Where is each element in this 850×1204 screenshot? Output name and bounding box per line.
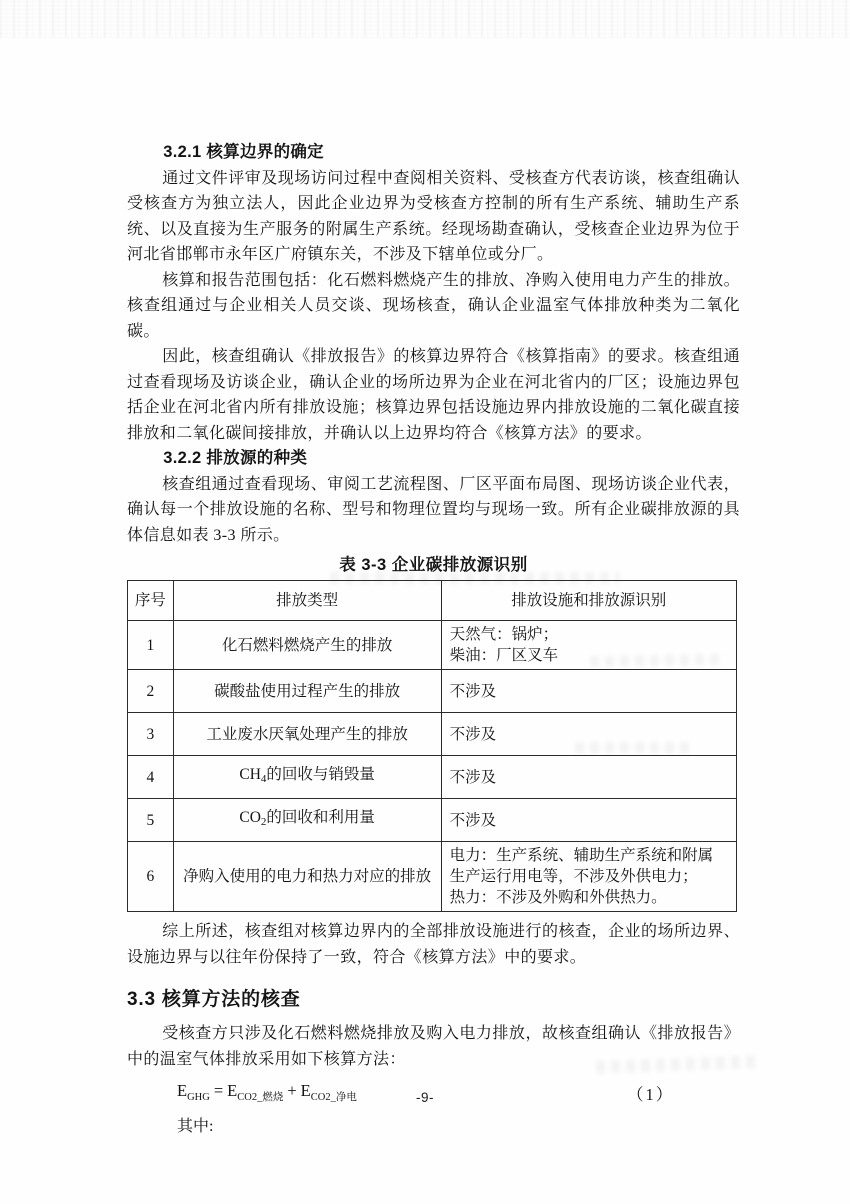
cell-index: 3	[128, 713, 174, 756]
cell-facility-id: 不涉及	[441, 670, 736, 713]
cell-facility-id: 不涉及	[441, 713, 736, 756]
table-header-row	[128, 581, 737, 621]
cell-index: 6	[128, 842, 174, 912]
formula-term: E	[300, 1081, 311, 1100]
cell-emission-type	[173, 799, 441, 842]
table-row	[128, 799, 737, 842]
paragraph-summary: 综上所述，核查组对核算边界内的全部排放设施进行的核查，企业的场所边界、设施边界与以往年份保持了一致，符合《核算方法》中的要求。	[127, 923, 740, 966]
cell-emission-type-text: 的回收与销毁量	[266, 766, 375, 783]
paragraph-boundary-2: 核算和报告范围包括：化石燃料燃烧产生的排放、净购入使用电力产生的排放。核查组通过与企业相关人员交谈、现场核查，确认企业温室气体排放种类为二氧化碳。	[127, 271, 740, 340]
cell-facility-id: 天然气：锅炉； 柴油：厂区叉车	[441, 621, 736, 670]
emission-source-table	[127, 580, 737, 912]
table-row	[128, 621, 737, 670]
formula-subscript: GHG	[187, 1092, 210, 1103]
cell-index: 1	[128, 621, 174, 670]
cell-index: 2	[128, 670, 174, 713]
equals-sign: =	[213, 1081, 224, 1100]
where-label: 其中:	[177, 1118, 214, 1135]
cell-facility-id: 不涉及	[441, 799, 736, 842]
cell-emission-type: 化石燃料燃烧产生的排放	[173, 621, 441, 670]
heading-3-3: 3.3 核算方法的核查	[127, 989, 301, 1010]
cell-index: 4	[128, 756, 174, 799]
cell-emission-type	[173, 756, 441, 799]
table-caption: 表 3-3 企业碳排放源识别	[339, 556, 528, 574]
formula-term: E	[177, 1081, 188, 1100]
cell-index: 5	[128, 799, 174, 842]
cell-emission-type: 碳酸盐使用过程产生的排放	[173, 670, 441, 713]
scan-noise-artifact	[0, 0, 850, 38]
cell-emission-type-text: 的回收和利用量	[266, 809, 375, 826]
cell-facility-id: 电力：生产系统、辅助生产系统和附属生产运行用电等，不涉及外供电力； 热力：不涉及外购和外供热力。	[441, 842, 736, 912]
cell-emission-type: 净购入使用的电力和热力对应的排放	[173, 842, 441, 912]
paragraph-boundary-3: 因此，核查组确认《排放报告》的核算边界符合《核算指南》的要求。核查组通过查看现场及访谈企业，确认企业的场所边界为企业在河北省内的厂区；设施边界包括企业在河北省内所有排放设施；核算边界包括设施边界内排放设施的二氧化碳直接排放和二氧化碳间接排放，并确认以上边界均符合《核算方法》的要求。	[127, 348, 740, 442]
col-header-facility-id: 排放设施和排放源识别	[441, 581, 736, 621]
page-number: -9-	[416, 1090, 434, 1105]
heading-3-2-2: 3.2.2 排放源的种类	[163, 449, 308, 467]
formula-term: E	[227, 1081, 238, 1100]
heading-3-2-1: 3.2.1 核算边界的确定	[163, 143, 324, 161]
table-row	[128, 670, 737, 713]
paragraph-boundary-1: 通过文件评审及现场访问过程中查阅相关资料、受核查方代表访谈，核查组确认受核查方为独立法人，因此企业边界为受核查方控制的所有生产系统、辅助生产系统、以及直接为生产服务的附属生产系统。经现场勘查确认，受核查企业边界为位于河北省邯郸市永年区广府镇东关，不涉及下辖单位或分厂。	[127, 169, 740, 263]
cell-emission-type: 工业废水厌氧处理产生的排放	[173, 713, 441, 756]
paragraph-method: 受核查方只涉及化石燃料燃烧排放及购入电力排放，故核查组确认《排放报告》中的温室气体排放采用如下核算方法：	[127, 1025, 740, 1068]
col-header-index: 序号	[128, 581, 174, 621]
chem-formula-subscript: 4	[260, 773, 267, 785]
formula-subscript: CO2_净电	[310, 1092, 357, 1103]
chem-formula-subscript: 2	[260, 816, 267, 828]
chem-formula-base: CO	[239, 809, 261, 826]
chem-formula-base: CH	[239, 766, 261, 783]
table-row	[128, 756, 737, 799]
cell-facility-id: 不涉及	[441, 756, 736, 799]
formula-number: （1）	[627, 1085, 675, 1104]
plus-sign: +	[287, 1081, 297, 1100]
col-header-emission-type: 排放类型	[173, 581, 441, 621]
paragraph-emission-sources: 核查组通过查看现场、审阅工艺流程图、厂区平面布局图、现场访谈企业代表，确认每一个排放设施的名称、型号和物理位置均与现场一致。所有企业碳排放源的具体信息如表 3-3 所示。	[127, 475, 740, 544]
table-row	[128, 713, 737, 756]
formula-subscript: CO2_燃烧	[237, 1092, 284, 1103]
page-content	[127, 140, 740, 1140]
table-row	[128, 842, 737, 912]
